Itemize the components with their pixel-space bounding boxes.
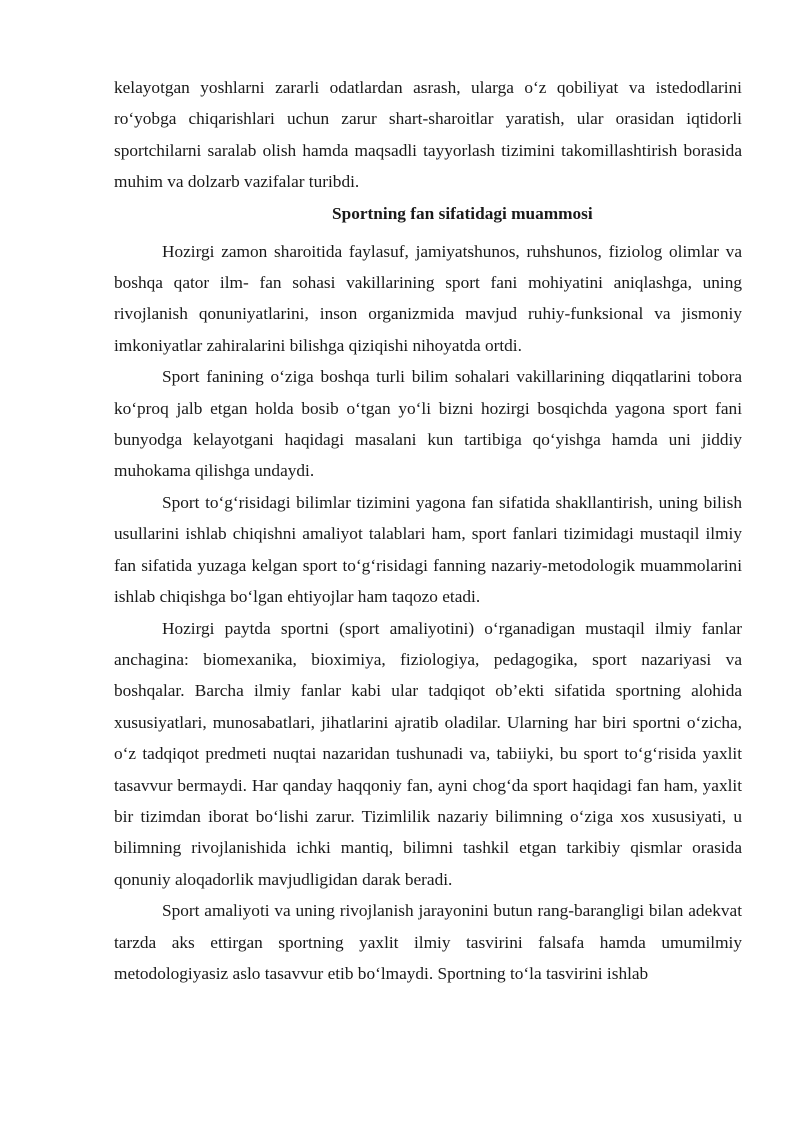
paragraph-3: Sport to‘g‘risidagi bilimlar tizimini yagona fan sifatida shakllantirish, uning bilish usullarini ishlab chiqishni amaliyot talablari ham, sport fanlari tizimidagi mustaqil ilmiy fan sifatida yuzaga kelgan sport to‘g‘risidagi fanning nazariy-metodologik muammolarini ishlab chiqishga bo‘lgan ehtiyojlar ham taqozo etadi. [114,492,742,607]
paragraph-5: Sport amaliyoti va uning rivojlanish jarayonini butun rang-barangligi bilan adekvat tarzda aks ettirgan sportning yaxlit ilmiy tasvirini falsafa hamda umumilmiy metodologiyasiz aslo tasavvur etib bo‘lmaydi. Sportning to‘la tasvirini ishlab [114,901,742,983]
paragraph-4: Hozirgi paytda sportni (sport amaliyotini) o‘rganadigan mustaqil ilmiy fanlar anchagina: biomexanika, bioximiya, fiziologiya, pedagogika, sport nazariyasi va boshqalar. Barcha ilmiy fanlar kabi ular tadqiqot ob’ekti sifatida sportning alohida xususiyatlari, munosabatlari, jihatlarini ajratib oladilar. Ularning har biri sportni o‘zicha, o‘z tadqiqot predmeti nuqtai nazaridan tushunadi va, tabiiyki, bu sport to‘g‘risida yaxlit tasavvur bermaydi. Har qanday haqqoniy fan, ayni chog‘da sport haqidagi fan ham, yaxlit bir tizimdan iborat bo‘lishi zarur. Tizimlilik nazariy bilimning o‘ziga xos xususiyati, u bilimning rivojlanishida ichki mantiq, bilimni tashkil etgan tarkibiy qismlar orasida qonuniy aloqadorlik mavjudligidan darak beradi. [114,618,742,889]
paragraph-continued: kelayotgan yoshlarni zararli odatlardan asrash, ularga o‘z qobiliyat va istedodlarini ro‘yobga chiqarishlari uchun zarur shart-sharoitlar yaratish, ular orasidan iqtidorli sportchilarni saralab olish hamda maqsadli tayyorlash tizimini takomillashtirish borasida muhim va dolzarb vazifalar turibdi. [114,78,742,192]
page-body [114,72,742,989]
paragraph-2: Sport fanining o‘ziga boshqa turli bilim sohalari vakillarining diqqatlarini tobora ko‘proq jalb etgan holda bosib o‘tgan yo‘li bizni hozirgi bosqichda yagona sport fani bunyodga kelayotgani haqidagi masalani kun tartibiga qo‘yishga hamda uni jiddiy muhokama qilishga undaydi. [114,367,742,481]
paragraph-1: Hozirgi zamon sharoitida faylasuf, jamiyatshunos, ruhshunos, fiziolog olimlar va boshqa qator ilm- fan sohasi vakillarining sport fani mohiyatini aniqlashga, uning rivojlanish qonuniyatlarini, inson organizmida mavjud ruhiy-funksional va jismoniy imkoniyatlar zahiralarini bilishga qiziqishi nihoyatda ortdi. [114,241,742,355]
section-heading: Sportning fan sifatidagi muammosi [332,203,593,223]
